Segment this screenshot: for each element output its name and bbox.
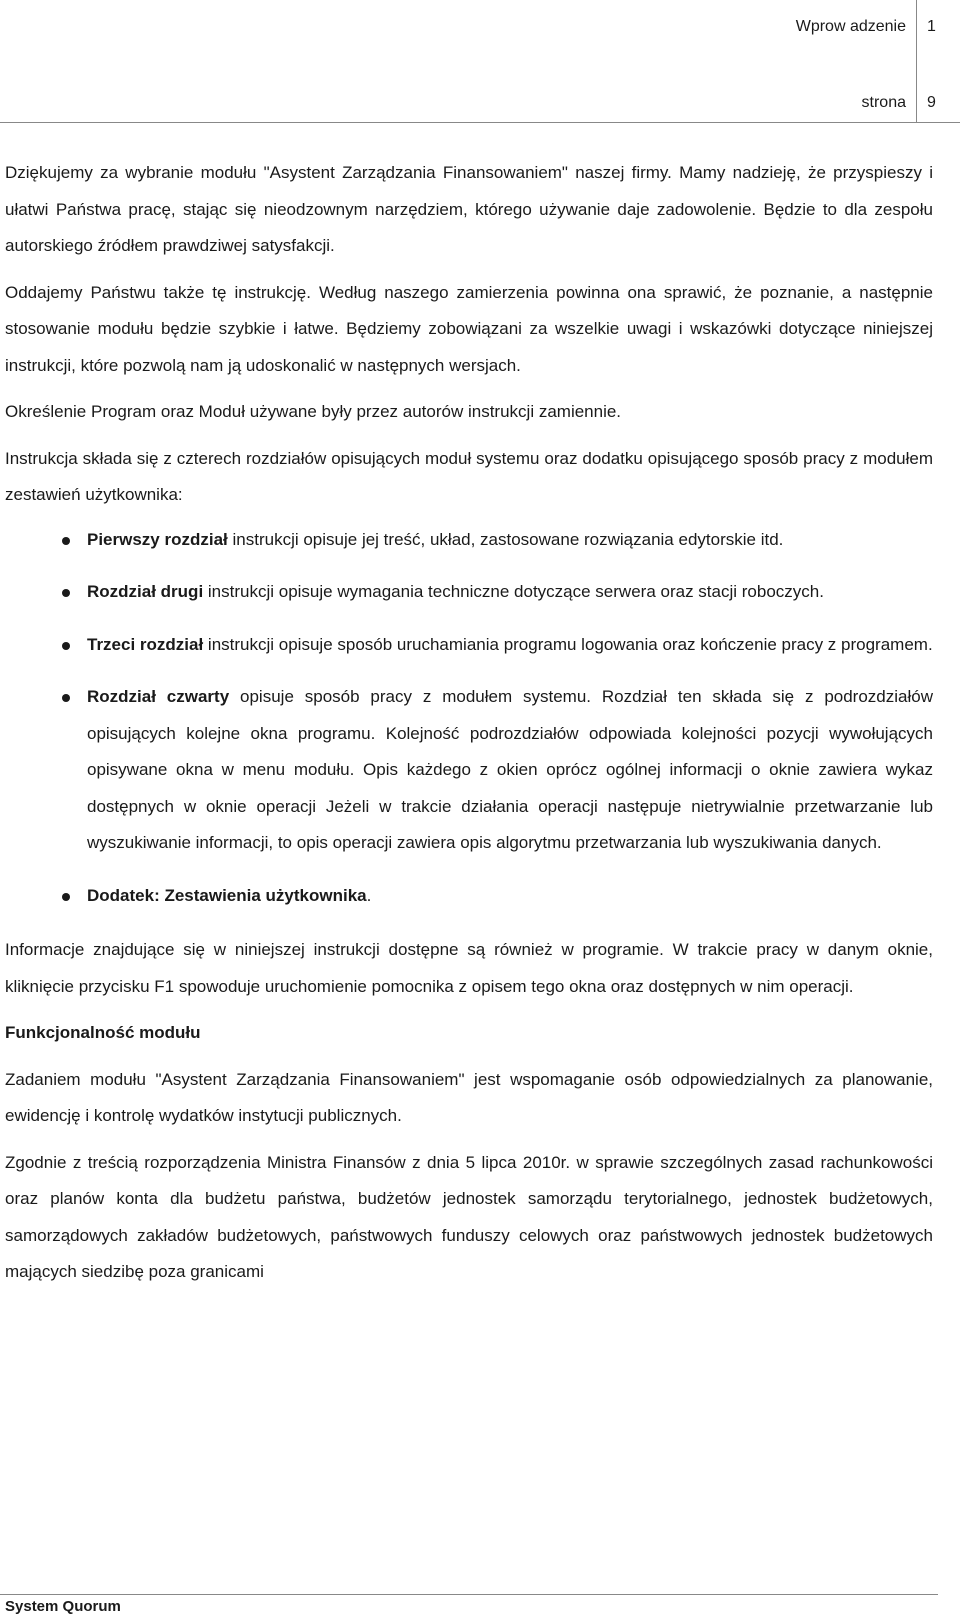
- bullet-icon: [62, 694, 70, 702]
- list-item-bold: Dodatek: Zestawienia użytkownika: [87, 885, 367, 905]
- bullet-icon: [62, 589, 70, 597]
- list-item: [5, 878, 933, 915]
- list-item: [5, 627, 933, 664]
- list-item-text: instrukcji opisuje wymagania techniczne dotyczące serwera oraz stacji roboczych.: [203, 582, 824, 601]
- header-divider: [0, 122, 960, 123]
- list-item-text: instrukcji opisuje sposób uruchamiania programu logowania oraz kończenie pracy z programem.: [203, 634, 933, 654]
- chapter-list: [5, 522, 933, 915]
- list-item-bold: Pierwszy rozdział: [87, 529, 228, 549]
- bullet-icon: [62, 642, 70, 650]
- list-item: [5, 679, 933, 862]
- list-item-text: instrukcji opisuje jej treść, układ, zastosowane rozwiązania edytorskie itd.: [227, 529, 784, 549]
- page-content: [5, 155, 933, 1301]
- list-item-bold: Rozdział drugi: [87, 582, 204, 601]
- section-heading: Funkcjonalność modułu: [5, 1023, 201, 1042]
- structure-paragraph: Instrukcja składa się z czterech rozdziałów opisujących moduł systemu oraz dodatku opisującego sposób pracy z modułem zestawień użytkownika:: [5, 448, 933, 504]
- bullet-icon: [62, 893, 70, 901]
- list-item-text: .: [366, 885, 372, 905]
- footer-text: System Quorum: [5, 1598, 121, 1615]
- page-label: strona: [861, 94, 906, 111]
- terms-paragraph: Określenie Program oraz Moduł używane były przez autorów instrukcji zamiennie.: [5, 402, 622, 421]
- intro-paragraph: Dziękujemy za wybranie modułu "Asystent Zarządzania Finansowaniem" naszej firmy. Mamy nadzieję, że przyspieszy i ułatwi Państwa pracę, stając się nieodzownym narzędziem, którego używanie daje zadowolenie. Będzie to dla zespołu autorskiego źródłem prawdziwej satysfakcji.: [5, 163, 933, 255]
- chapter-number: 1: [916, 0, 960, 60]
- footer-divider: [0, 1594, 938, 1595]
- purpose-paragraph: Zadaniem modułu "Asystent Zarządzania Finansowaniem" jest wspomaganie osób odpowiedzialnych za planowanie, ewidencję i kontrolę wydatków instytucji publicznych.: [5, 1069, 933, 1125]
- header-chapter-row: [796, 0, 960, 60]
- bullet-icon: [62, 537, 70, 545]
- list-item: [5, 574, 933, 611]
- list-item-text: opisuje sposób pracy z modułem systemu. Rozdział ten składa się z podrozdziałów opisujących kolejne okna programu. Kolejność podrozdziałów odpowiada kolejności pozycji wywołujących opisywane okna w menu modułu. Opis każdego z okien oprócz ogólnej informacji o oknie zawiera wykaz dostępnych w oknie operacji Jeżeli w trakcie działania operacji następuje nietrywialnie przetwarzanie lub wyszukiwanie informacji, to opis operacji zawiera opis algorytmu przetwarzania lub wyszukiwania danych.: [87, 687, 933, 852]
- help-paragraph: Informacje znajdujące się w niniejszej instrukcji dostępne są również w programie. W trakcie pracy w danym oknie, kliknięcie przycisku F1 spowoduje uruchomienie pomocnika z opisem tego okna oraz dostępnych w nim operacji.: [5, 940, 933, 996]
- chapter-label: Wprow adzenie: [795, 18, 906, 35]
- header-page-row: [862, 60, 960, 122]
- list-item-bold: Rozdział czwarty: [87, 687, 230, 706]
- list-item: [5, 522, 933, 559]
- regulation-paragraph: Zgodnie z treścią rozporządzenia Ministra Finansów z dnia 5 lipca 2010r. w sprawie szczególnych zasad rachunkowości oraz planów konta dla budżetu państwa, budżetów jednostek samorządu terytorialnego, jednostek budżetowych, samorządowych zakładów budżetowych, państwowych funduszy celowych oraz państwowych jednostek budżetowych mających siedzibę poza granicami: [5, 1152, 933, 1281]
- manual-paragraph: Oddajemy Państwu także tę instrukcję. Według naszego zamierzenia powinna ona sprawić, że poznanie, a następnie stosowanie modułu będzie szybkie i łatwe. Będziemy zobowiązani za wszelkie uwagi i wskazówki dotyczące niniejszej instrukcji, które pozwolą nam ją udoskonalić w następnych wersjach.: [5, 282, 933, 375]
- page-number: 9: [916, 60, 960, 122]
- list-item-bold: Trzeci rozdział: [87, 634, 204, 654]
